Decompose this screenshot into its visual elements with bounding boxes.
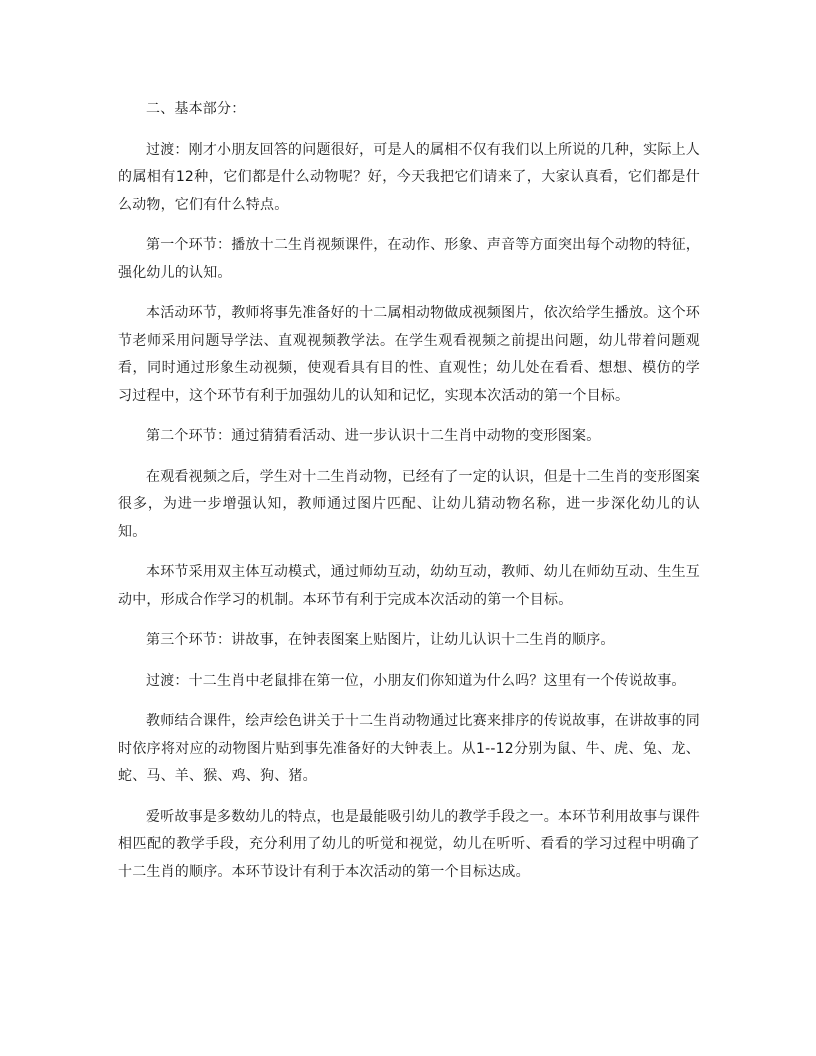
paragraph-stage-2-method: 本环节采用双主体互动模式，通过师幼互动，幼幼互动，教师、幼儿在师幼互动、生生互动中，形成合作学习的机制。本环节有利于完成本次活动的第一个目标。 [118,564,700,608]
paragraph-stage-1-detail: 本活动环节，教师将事先准备好的十二属相动物做成视频图片，依次给学生播放。这个环节老师采用问题导学法、直观视频教学法。在学生观看视频之前提出问题，幼儿带着问题观看，同时通过形象生动视频，使观看具有目的性、直观性；幼儿处在看看、想想、模仿的学习过程中，这个环节有利于加强幼儿的认知和记忆，实现本次活动的第一个目标。 [118,305,700,404]
paragraph-stage-1: 第一个环节：播放十二生肖视频课件，在动作、形象、声音等方面突出每个动物的特征，强化幼儿的认知。 [118,237,700,281]
paragraph-stage-2-detail: 在观看视频之后，学生对十二生肖动物，已经有了一定的认识，但是十二生肖的变形图案很多，为进一步增强认知，教师通过图片匹配、让幼儿猜动物名称，进一步深化幼儿的认知。 [118,468,700,540]
paragraph-stage-2: 第二个环节：通过猜猜看活动、进一步认识十二生肖中动物的变形图案。 [146,428,601,444]
paragraph-stage-3: 第三个环节：讲故事，在钟表图案上贴图片，让幼儿认识十二生肖的顺序。 [146,632,615,648]
document-page [118,96,700,899]
paragraph-stage-3-summary: 爱听故事是多数幼儿的特点，也是最能吸引幼儿的教学手段之一。本环节利用故事与课件相匹配的教学手段，充分利用了幼儿的听觉和视觉，幼儿在听听、看看的学习过程中明确了十二生肖的顺序。本环节设计有利于本次活动的第一个目标达成。 [118,808,700,880]
paragraph-stage-3-story: 教师结合课件，绘声绘色讲关于十二生肖动物通过比赛来排序的传说故事，在讲故事的同时依序将对应的动物图片贴到事先准备好的大钟表上。从1--12分别为鼠、牛、虎、兔、龙、蛇、马、羊、猴、鸡、狗、猪。 [118,713,700,784]
section-heading: 二、基本部分： [146,101,246,117]
paragraph-stage-3-transition: 过渡：十二生肖中老鼠排在第一位，小朋友们你知道为什么吗？这里有一个传说故事。 [146,672,686,689]
paragraph-transition: 过渡：刚才小朋友回答的问题很好，可是人的属相不仅有我们以上所说的几种，实际上人的属相有12种，它们都是什么动物呢？好，今天我把它们请来了，大家认真看，它们都是什么动物，它们有什么特点。 [118,141,700,213]
